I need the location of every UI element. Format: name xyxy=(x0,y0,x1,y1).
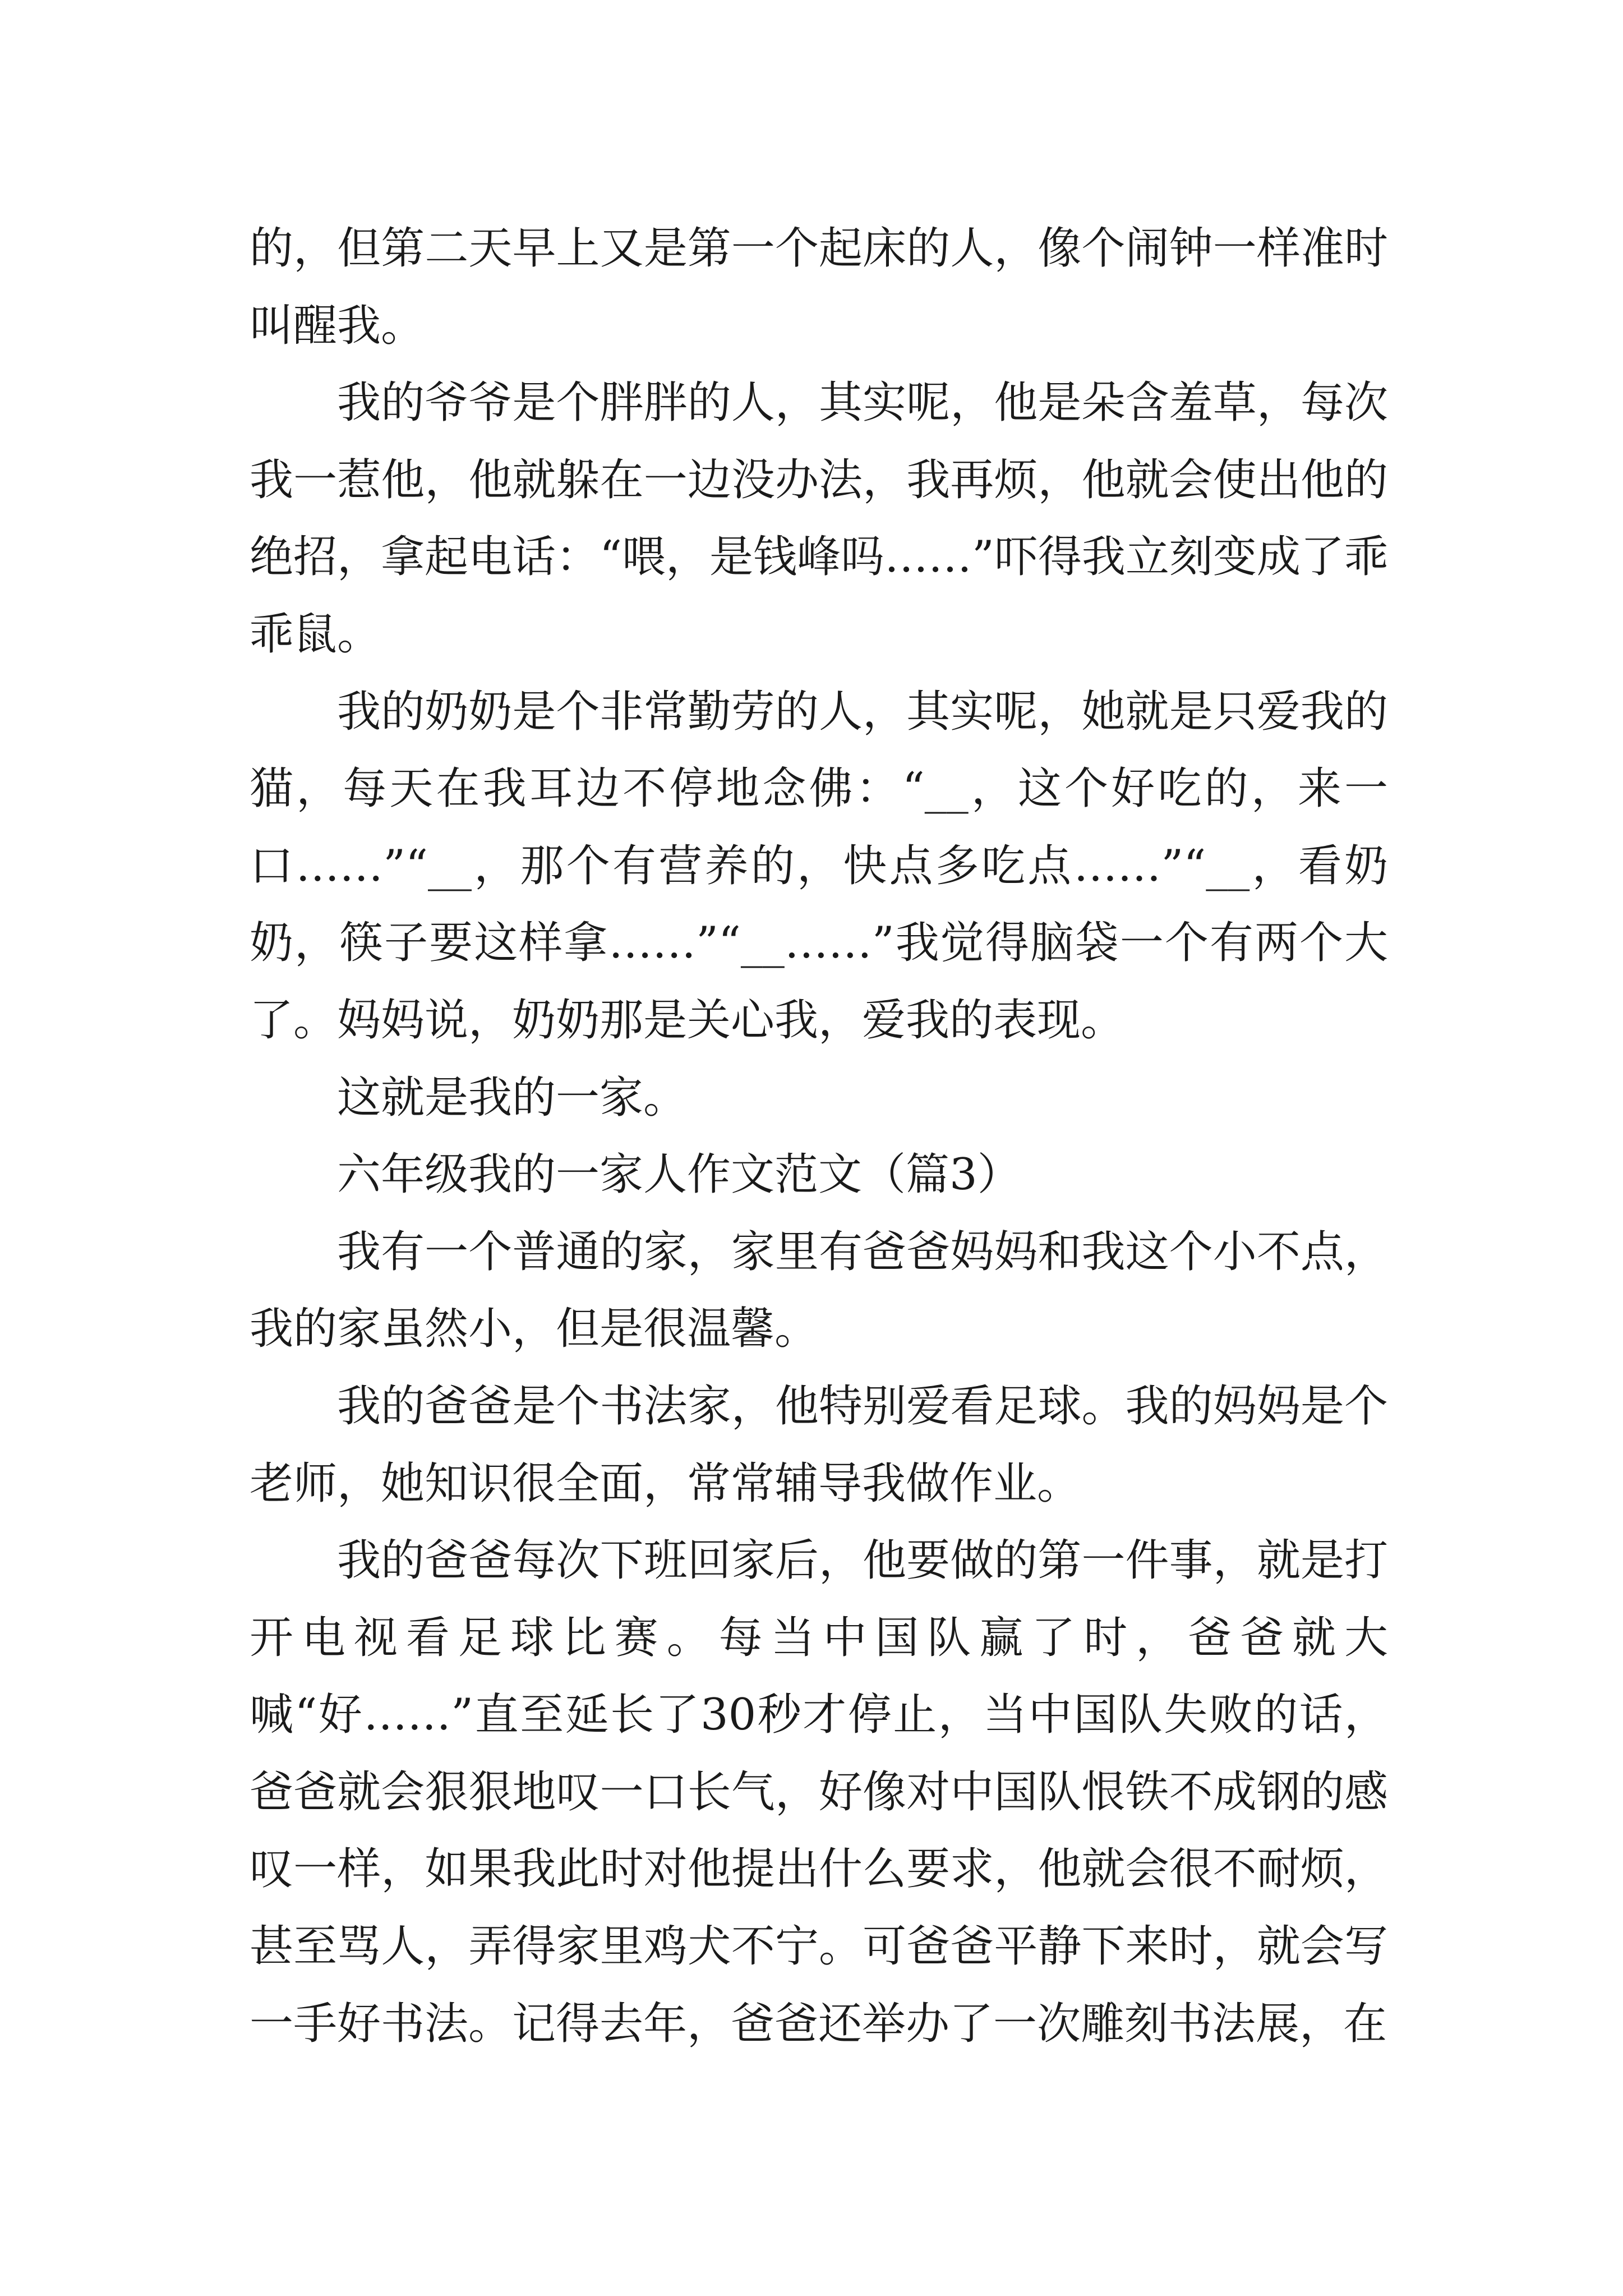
paragraph-grandma: 我的奶奶是个非常勤劳的人，其实呢，她就是只爱我的猫，每天在我耳边不停地念佛：“__，这个好吃的，来一口……”“__，那个有营养的，快点多吃点……”“__，看奶奶，筷子要这样拿……”“__……”我觉得脑袋一个有两个大了。妈妈说，奶奶那是关心我，爱我的表现。 xyxy=(250,686,1388,1046)
paragraph-continuation: 的，但第二天早上又是第一个起床的人，像个闹钟一样准时叫醒我。 xyxy=(250,223,1388,351)
paragraph-conclusion: 这就是我的一家。 xyxy=(337,1072,688,1123)
paragraph-father: 我的爸爸每次下班回家后，他要做的第一件事，就是打开电视看足球比赛。每当中国队赢了时，爸爸就大喊“好……”直至延长了30秒才停止，当中国队失败的话，爸爸就会狠狠地叹一口长气，好像对中国队恨铁不成钢的感叹一样，如果我此时对他提出什么要求，他就会很不耐烦，甚至骂人，弄得家里鸡犬不宁。可爸爸平静下来时，就会写一手好书法。记得去年，爸爸还举办了一次雕刻书法展，在 xyxy=(250,1535,1388,2049)
paragraph-grandpa: 我的爷爷是个胖胖的人，其实呢，他是朵含羞草，每次我一惹他，他就躲在一边没办法，我再烦，他就会使出他的绝招，拿起电话：“喂，是钱峰吗……”吓得我立刻变成了乖乖鼠。 xyxy=(250,378,1388,660)
paragraph-intro: 我有一个普通的家，家里有爸爸妈妈和我这个小不点，我的家虽然小，但是很温馨。 xyxy=(250,1226,1388,1355)
section-heading: 六年级我的一家人作文范文（篇3） xyxy=(337,1149,1021,1200)
paragraph-parents: 我的爸爸是个书法家，他特别爱看足球。我的妈妈是个老师，她知识很全面，常常辅导我做作业。 xyxy=(250,1381,1388,1509)
document-body xyxy=(250,210,1388,2063)
